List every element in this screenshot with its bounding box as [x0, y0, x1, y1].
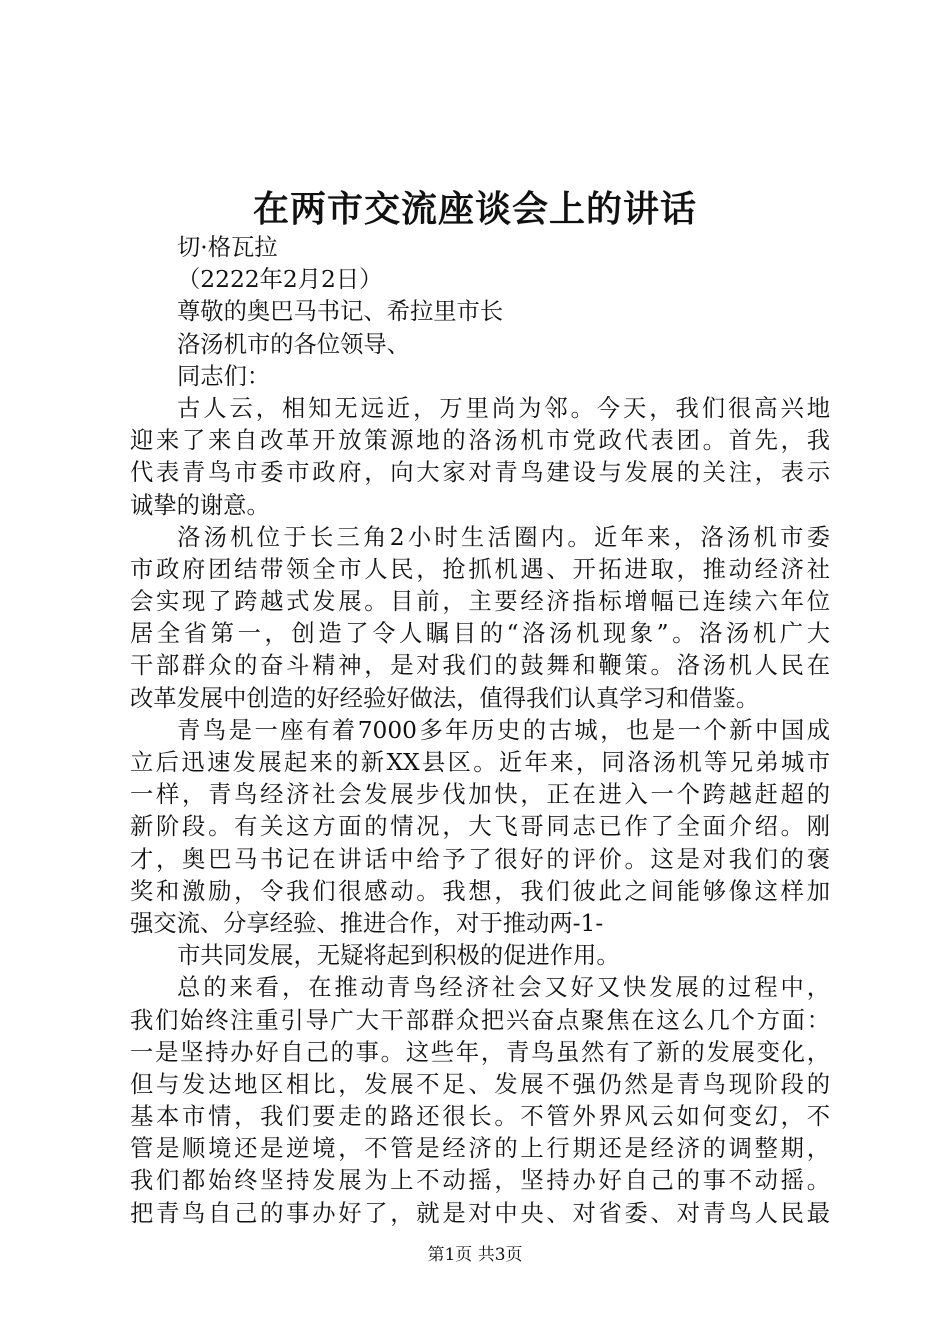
paragraph-line: 居全省第一，创造了令人瞩目的“洛汤机现象”。洛汤机广大	[130, 620, 830, 648]
paragraph-line: 管是顺境还是逆境，不管是经济的上行期还是经济的调整期，	[130, 1135, 830, 1163]
paragraph-line: 我们始终注重引导广大干部群众把兴奋点聚焦在这么几个方面：	[130, 1006, 830, 1034]
document-body	[130, 232, 830, 1230]
document-title: 在两市交流座谈会上的讲话	[252, 188, 697, 230]
paragraph-line: 但与发达地区相比，发展不足、发展不强仍然是青鸟现阶段的	[130, 1070, 830, 1098]
paragraph-line: 诚挚的谢意。	[130, 491, 270, 519]
salutation-line: 尊敬的奥巴马书记、希拉里市长	[177, 298, 504, 326]
paragraph-line: 会实现了跨越式发展。目前，主要经济指标增幅已连续六年位	[130, 588, 830, 616]
paragraph-line: 一样，青鸟经济社会发展步伐加快，正在进入一个跨越赶超的	[130, 781, 830, 809]
paragraph-line: 基本市情，我们要走的路还很长。不管外界风云如何变幻，不	[130, 1103, 830, 1131]
paragraph-line: 奖和激励，令我们很感动。我想，我们彼此之间能够像这样加	[130, 877, 830, 905]
paragraph-line: 古人云，相知无远近，万里尚为邻。今天，我们很高兴地	[177, 394, 830, 422]
paragraph-line: 改革发展中创造的好经验好做法，值得我们认真学习和借鉴。	[130, 684, 760, 712]
paragraph-line: 迎来了来自改革开放策源地的洛汤机市党政代表团。首先，我	[130, 427, 830, 455]
paragraph-line: 把青鸟自己的事办好了，就是对中央、对省委、对青鸟人民最	[130, 1199, 830, 1227]
paragraph-line: 市共同发展，无疑将起到积极的促进作用。	[177, 942, 620, 970]
author-line: 切·格瓦拉	[177, 234, 278, 261]
paragraph-line: 代表青鸟市委市政府，向大家对青鸟建设与发展的关注，表示	[130, 459, 830, 487]
paragraph-line: 才，奥巴马书记在讲话中给予了很好的评价。这是对我们的褒	[130, 845, 830, 873]
salutation-line: 洛汤机市的各位领导、	[177, 330, 410, 358]
paragraph-line: 洛汤机位于长三角2小时生活圈内。近年来，洛汤机市委	[177, 523, 830, 551]
date-line: （2222年2月2日）	[177, 266, 383, 294]
paragraph-line: 总的来看，在推动青鸟经济社会又好又快发展的过程中，	[177, 974, 830, 1002]
paragraph-line: 一是坚持办好自己的事。这些年，青鸟虽然有了新的发展变化，	[130, 1038, 830, 1066]
paragraph-line: 强交流、分享经验、推进合作，对于推动两-1-	[130, 909, 604, 937]
paragraph-line: 市政府团结带领全市人民，抢抓机遇、开拓进取，推动经济社	[130, 555, 830, 583]
paragraph-line: 新阶段。有关这方面的情况，大飞哥同志已作了全面介绍。刚	[130, 813, 830, 841]
paragraph-line: 青鸟是一座有着7000多年历史的古城，也是一个新中国成	[177, 716, 830, 744]
paragraph-line: 我们都始终坚持发展为上不动摇，坚持办好自己的事不动摇。	[130, 1167, 830, 1195]
paragraph-line: 立后迅速发展起来的新XX县区。近年来，同洛汤机等兄弟城市	[130, 749, 830, 776]
salutation-line: 同志们：	[177, 362, 271, 390]
page-footer: 第1页 共3页	[427, 1245, 523, 1265]
paragraph-line: 干部群众的奋斗精神，是对我们的鼓舞和鞭策。洛汤机人民在	[130, 652, 830, 680]
